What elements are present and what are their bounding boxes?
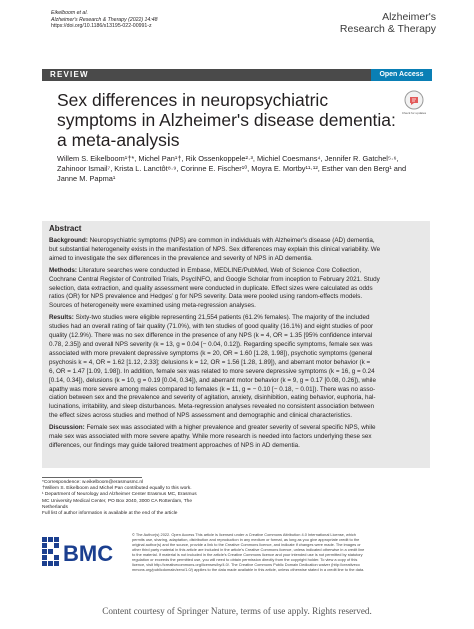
abstract-line: [0.14, 0.34]), delusions (k = 10, g = 0.19 [0.04, 0.34]), and aberrant motor behavior (k = 9, g = 0.17 [0.08, 0.26]), while: [49, 376, 376, 384]
abstract-line: differences, our findings may guide tailored treatment approaches of NPS in AD dementia.: [49, 441, 300, 449]
title-line: Sex differences in neuropsychiatric: [57, 90, 329, 110]
footnote-line: †Willem S. Eikelboom and Michel Pan contributed equally to this work.: [42, 486, 192, 492]
background-label: Background:: [49, 237, 88, 244]
header-citation: Alzheimer's Research & Therapy (2022) 14:48: [51, 16, 158, 23]
abstract-body: [49, 237, 423, 451]
methods-label: Methods:: [49, 266, 77, 274]
abstract-line: studies had an overall rating of fair quality (71.0%), with ten studies of good quality (16.1%) and eight studies of poor: [49, 323, 374, 331]
abstract-line: selection, data extraction, and quality assessment were conducted in duplicate. Effect sizes were calculated as odds: [49, 284, 373, 292]
journal-name: [340, 11, 436, 35]
discussion-label: Discussion:: [49, 424, 85, 432]
check-for-updates-icon[interactable]: [404, 90, 424, 110]
abstract-line: Background: Neuropsychiatric symptoms (NPS) are common in individuals with Alzheimer's disease (AD) dementia,: [49, 237, 375, 244]
check-for-updates-label[interactable]: Check for updates: [401, 111, 427, 115]
license-line: permits use, sharing, adaptation, distribution and reproduction in any medium or format, as long as you give appropriate credit to the: [132, 537, 360, 542]
author-line: Zahinoor Ismail⁷, Krista L. Lanctôt⁸·⁹, Corinne E. Fischer¹⁰, Moyra E. Mortby¹¹·¹², Esther van den Berg¹ and: [57, 164, 407, 173]
journal-line-1: Alzheimer's: [382, 11, 436, 23]
abstract-line: apathy was more severe among males compared to females (k = 11, g = − 0.10 [− 0.18, − 0.01]). There was no asso-: [49, 385, 376, 393]
abstract-line: aimed to investigate the sex differences in the prevalence and severity of NPS in AD dementia.: [49, 254, 313, 262]
license-line: original author(s) and the source, provide a link to the Creative Commons licence, and indicate if changes were made. The images or: [132, 542, 361, 547]
footnote-line: ¹ Department of Neurology and Alzheimer Center Erasmus MC, Erasmus: [42, 492, 197, 498]
abstract-line: but substantial heterogeneity exists in the manifestation of NPS. Sex differences may explain this clinical variability. We: [49, 245, 381, 253]
abstract-line: male sex was associated with more severe apathy. While more research is needed into factors underlying these sex: [49, 433, 372, 441]
results-label: Results:: [49, 314, 74, 322]
footnote-line[interactable]: *Correspondence: w.eikelboom@erasmusmc.nl: [42, 480, 144, 485]
footnote-line: MC University Medical Center, PO Box 2040, 3000 CA Rotterdam, The: [42, 498, 193, 504]
article-title: [57, 90, 396, 150]
abstract-line: ciation between sex and the prevalence and severity of agitation, anxiety, disinhibition, eating behavior, euphoria, hal-: [49, 394, 376, 402]
abstract-line: Results: Sixty-two studies were eligible representing 21,554 patients (61.2% females). The majority of the included: [49, 314, 370, 322]
article-type-label: REVIEW: [50, 70, 89, 79]
running-header: [51, 10, 158, 30]
content-courtesy-note: Content courtesy of Springer Nature, terms of use apply. Rights reserved.: [102, 606, 372, 616]
bmc-logo: [42, 535, 122, 567]
license-line[interactable]: licence, visit http://creativecommons.org/licenses/by/4.0/. The Creative Commons Public Domain Dedication waiver (http://creativeco: [132, 562, 360, 567]
author-line: Janne M. Papma¹: [57, 174, 116, 183]
header-doi[interactable]: https://doi.org/10.1186/s13195-022-00991-z: [51, 23, 152, 30]
title-line: symptoms in Alzheimer's disease dementia:: [57, 110, 396, 130]
license-line[interactable]: mmons.org/publicdomain/zero/1.0/) applies to the data made available in this article, unless otherwise stated in a credit line to the data.: [132, 567, 365, 572]
abstract-line: lucinations, irritability, and sleep disturbances. Meta-regression analyses revealed no consistent association between: [49, 403, 375, 411]
license-text: [132, 532, 432, 572]
abstract-heading: Abstract: [49, 224, 82, 233]
footnote-rule: [42, 477, 142, 478]
license-line: to the material. If material is not included in the article's Creative Commons licence and your intended use is not permitted by statutory: [132, 552, 363, 557]
abstract-line: 6, OR = 1.47 [1.09, 1.98]). In addition, female sex was related to more severe depressive symptoms (k = 16, g = 0.24: [49, 367, 375, 375]
license-line: regulation or exceeds the permitted use, you will need to obtain permission directly from the copyright holder. To view a copy of this: [132, 557, 358, 562]
footnote-line: Netherlands: [42, 504, 68, 510]
abstract-line: associated with more prevalent depressive symptoms (k = 20, OR = 1.60 [1.28, 1.98]), psychotic symptoms (general: [49, 349, 373, 357]
abstract-line: 0.78, 2.35]) and overall NPS severity (k = 13, g = 0.04 [− 0.04, 0.12]). Regarding specific symptoms, female sex was: [49, 340, 373, 348]
title-line: a meta-analysis: [57, 130, 180, 150]
license-line: © The Author(s) 2022. Open Access This article is licensed under a Creative Commons Attribution 4.0 International License, which: [132, 532, 356, 537]
footnote-line: Full list of author information is available at the end of the article: [42, 511, 178, 517]
open-access-badge: Open Access: [371, 69, 432, 81]
abstract-line: ratios (OR) for NPS prevalence and Hedges' g for NPS severity. Data were pooled using random-effects models.: [49, 293, 363, 301]
footnotes: [42, 480, 197, 517]
abstract-line: Discussion: Female sex was associated with a higher prevalence and greater severity of several specific NPS, while: [49, 424, 376, 432]
license-line: other third party material in this article are included in the article's Creative Commons licence, unless indicated otherwise in a credit line: [132, 547, 365, 552]
bmc-logo-text: BMC: [63, 541, 114, 566]
abstract-line: psychosis k = 4, OR = 1.62 [1.12, 2.33]; delusions k = 12, OR = 1.56 [1.28, 1.89]), and aberrant motor behavior (k =: [49, 358, 371, 366]
author-list: [57, 154, 427, 184]
abstract-line: Sources of heterogeneity were examined using meta-regression analyses.: [49, 302, 256, 310]
header-authors: Eikelboom et al.: [51, 10, 88, 16]
abstract-line: Cochrane Central Register of Controlled Trials, PsycINFO, and Google Scholar from inception to February 2021. Study: [49, 275, 380, 283]
author-line: Willem S. Eikelboom¹†*, Michel Pan¹†, Rik Ossenkoppele²·³, Michiel Coesmans⁴, Jennifer R. Gatchel⁵·⁶,: [57, 154, 399, 163]
abstract-line: Methods: Literature searches were conducted in Embase, MEDLINE/PubMed, Web of Science Core Collection,: [49, 266, 362, 274]
abstract-line: the effect sizes across studies and method of NPS assessment and demographic and clinical characteristics.: [49, 412, 352, 420]
journal-line-2: Research & Therapy: [339, 23, 436, 35]
abstract-line: quality (12.9%). There was no sex difference in the presence of any NPS (k = 4, OR = 1.35 [95% confidence interval: [49, 332, 373, 340]
